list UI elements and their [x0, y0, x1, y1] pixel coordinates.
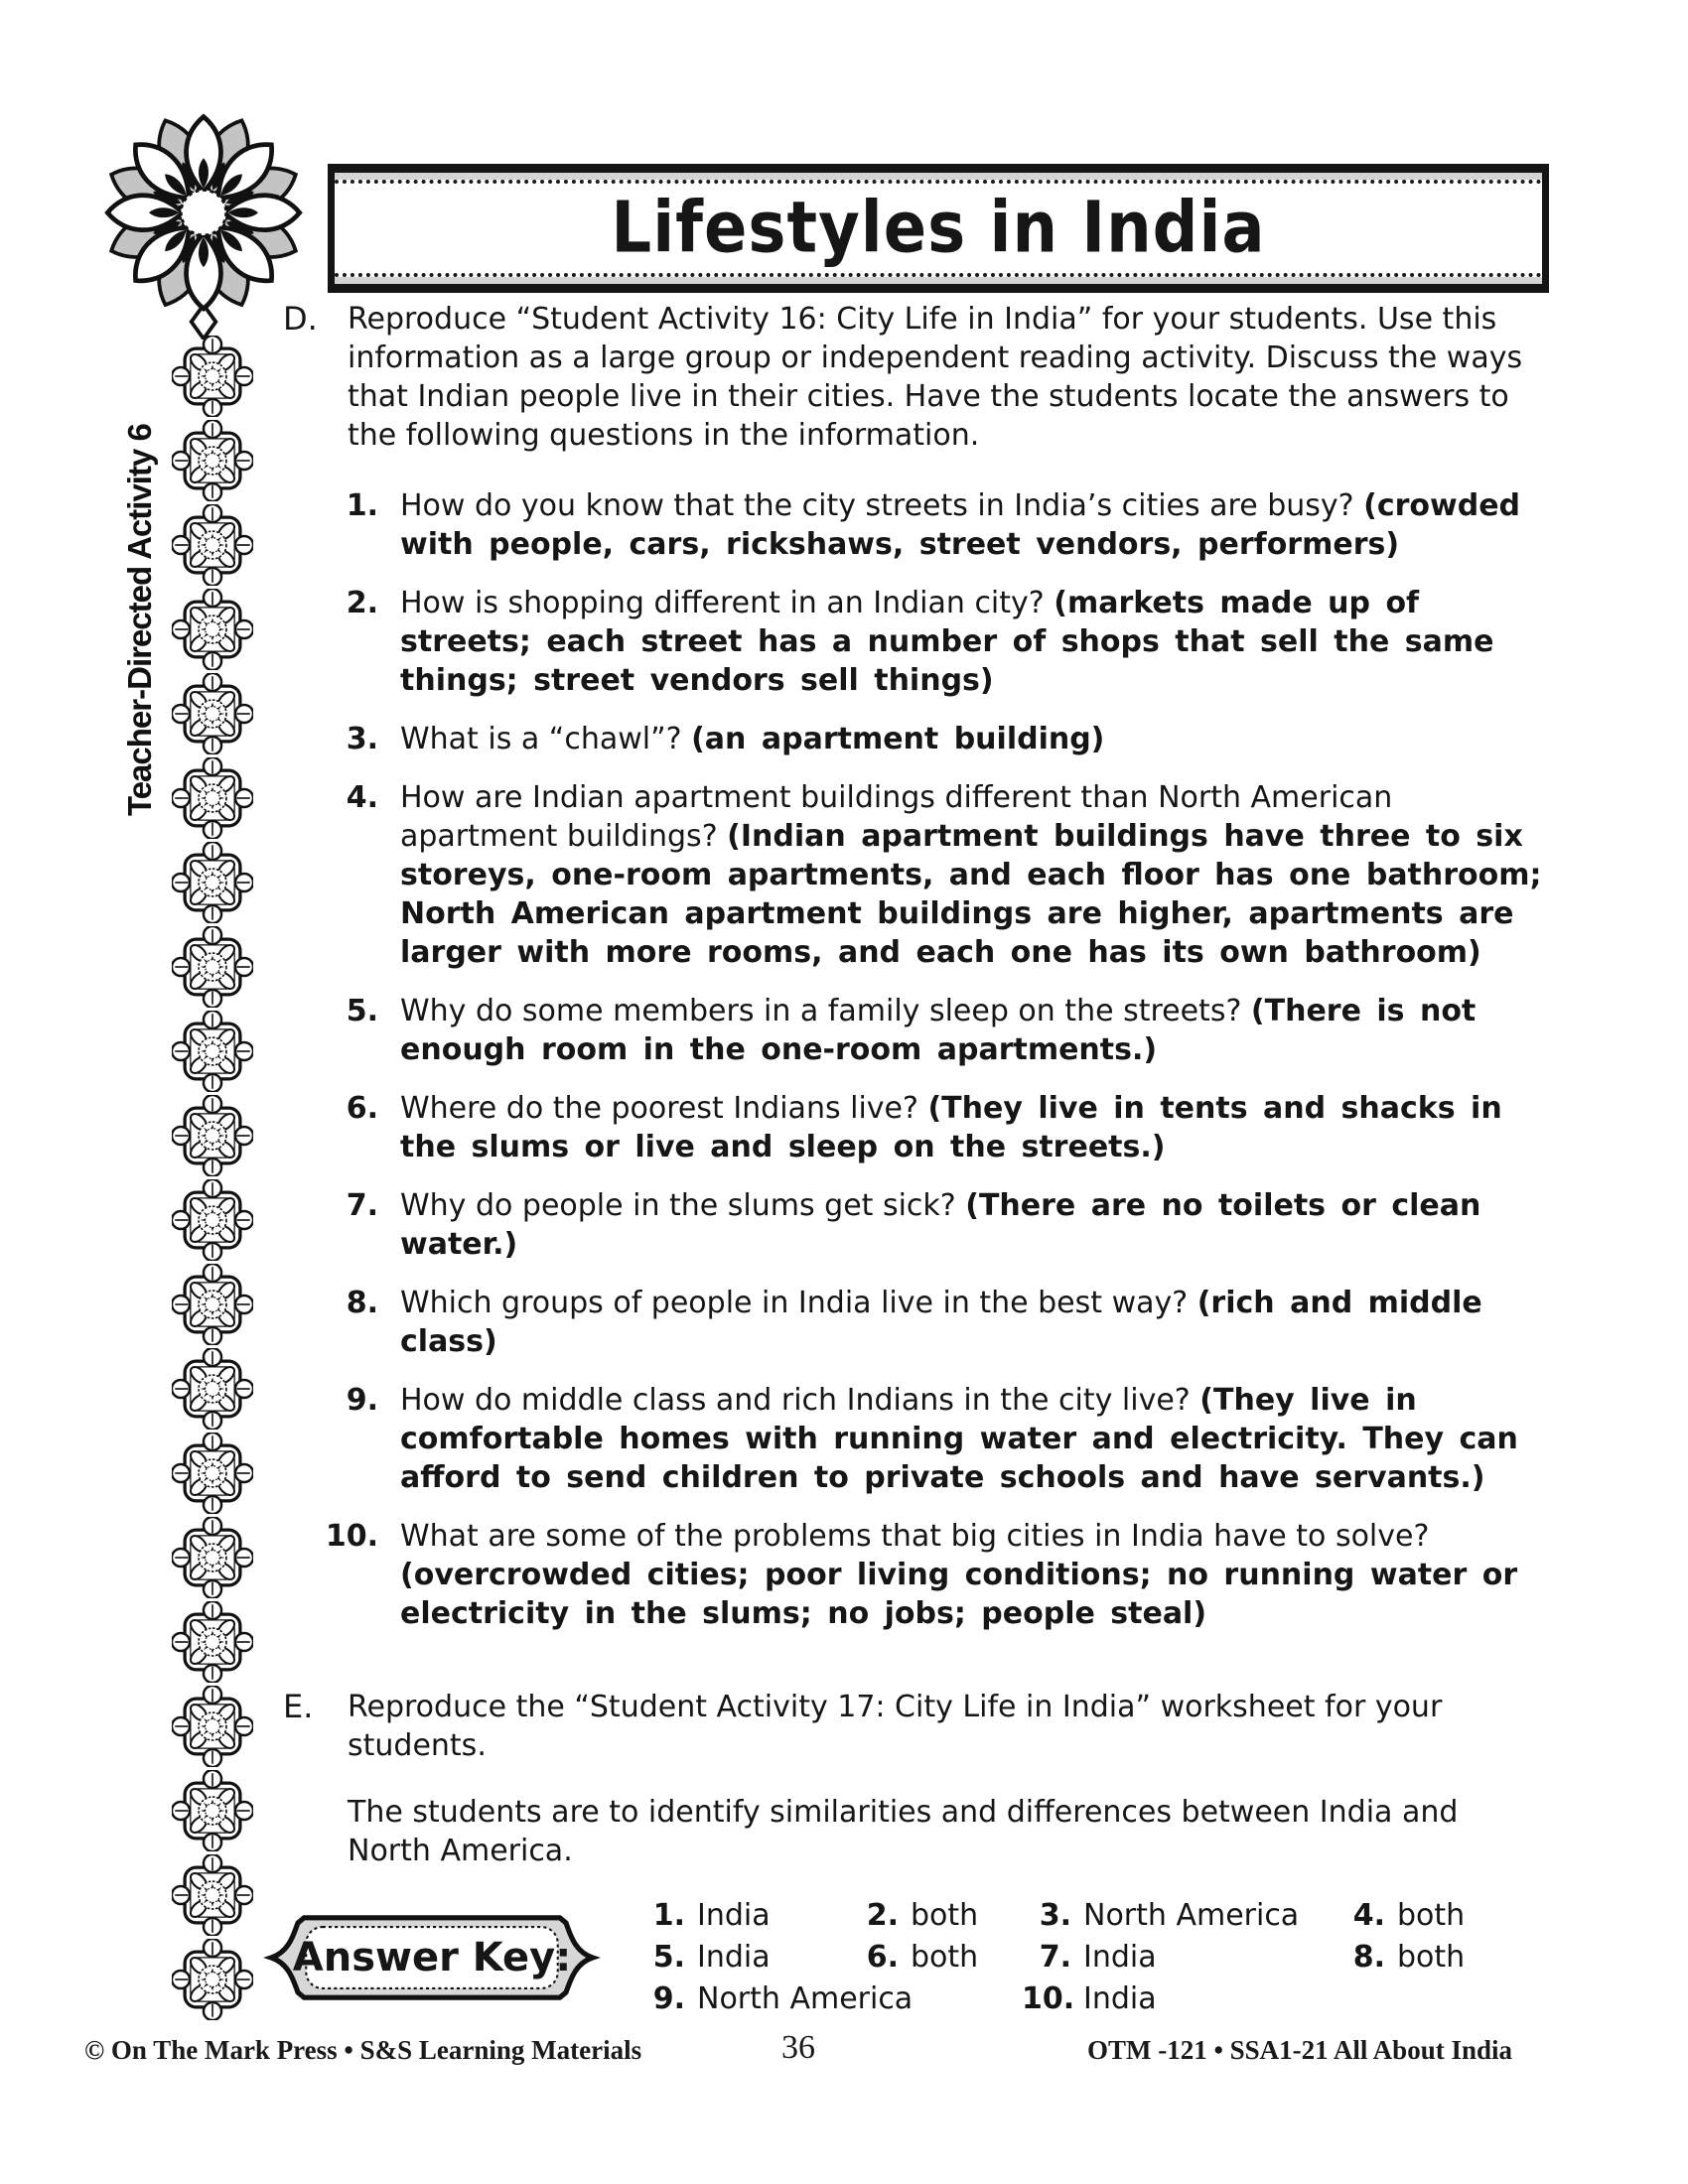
question-number: 8.	[346, 1286, 378, 1320]
question-number: 9.	[346, 1383, 378, 1418]
question-text: Where do the poorest Indians live? (They live in tents and shacks in the slums or live and sleep on the streets.)	[400, 1091, 1502, 1164]
answer-key-label: Answer Key:	[292, 1935, 572, 1980]
question-text: Why do people in the slums get sick? (There are no toilets or clean water.)	[400, 1188, 1481, 1262]
title-banner	[328, 164, 1549, 293]
medallion-icon	[172, 1517, 253, 1598]
question-text: What are some of the problems that big cities in India have to solve? (overcrowded cities; poor living conditions; no running water or electricity in the slums; no jobs; people steal)	[400, 1519, 1518, 1631]
question-text: Which groups of people in India live in the best way? (rich and middle class)	[400, 1286, 1482, 1359]
medallion-icon	[172, 589, 253, 670]
answer-key-number: 8.	[1352, 1940, 1385, 1975]
section-d-text: Reproduce “Student Activity 16: City Life in India” for your students. Use this information as a large group or independent reading activity. Discuss the ways that Indian people live in their cities. Have the students locate the answers to the following questions in the information.	[348, 302, 1523, 453]
answer-key-value: India	[697, 1898, 771, 1933]
answer-key-item	[635, 1981, 914, 2016]
medallion-icon	[172, 1264, 253, 1345]
section-d	[283, 300, 1549, 455]
question-text: How do middle class and rich Indians in the city live? (They live in comfortable homes with running water and electricity. They can afford to send children to private schools and have servants.)	[400, 1383, 1518, 1495]
answer-key-value: both	[911, 1898, 979, 1933]
question-text: What is a “chawl”? (an apartment building)	[400, 722, 1105, 756]
answer-text: (There is not enough room in the one-room apartments.)	[400, 994, 1477, 1067]
answer-key-value: both	[1397, 1940, 1466, 1975]
question-text: How are Indian apartment buildings different than North American apartment buildings? (Indian apartment buildings have three to six storeys, one-room apartments, and each floor has one bathroom; North American apartment buildings are higher, apartments are larger with more rooms, and each one has its own bathroom)	[400, 780, 1542, 970]
answer-key-item	[1022, 1940, 1336, 1975]
page-title: Lifestyles in India	[611, 187, 1266, 270]
question-item	[283, 720, 1549, 758]
answer-key-number: 3.	[1039, 1898, 1071, 1933]
question-number: 6.	[346, 1091, 378, 1126]
medallion-icon	[172, 926, 253, 1008]
answer-text: (They live in comfortable homes with running water and electricity. They can afford to send children to private schools and have servants.)	[400, 1383, 1518, 1495]
answer-key-item	[1336, 1940, 1465, 1975]
answer-text: (Indian apartment buildings have three to six storeys, one-room apartments, and each floor has one bathroom; North American apartment buildings are higher, apartments are larger with more rooms, and each one has its own bathroom)	[400, 819, 1542, 970]
answer-key-number: 2.	[866, 1898, 899, 1933]
question-item	[283, 778, 1549, 972]
medallion-icon	[172, 336, 253, 417]
question-number: 4.	[346, 780, 378, 815]
answer-key-item	[849, 1940, 1022, 1975]
question-number: 3.	[346, 722, 378, 756]
medallion-chain	[172, 336, 253, 2020]
answer-text: (There are no toilets or clean water.)	[400, 1188, 1481, 1262]
answer-key-number: 1.	[652, 1898, 685, 1933]
question-item	[283, 1089, 1549, 1166]
question-number: 2.	[346, 586, 378, 620]
medallion-icon	[172, 1095, 253, 1176]
answer-key-number: 4.	[1352, 1898, 1385, 1933]
answer-key-number: 9.	[652, 1981, 685, 2016]
section-label: E.	[283, 1688, 314, 1725]
answer-key-number: 6.	[866, 1940, 899, 1975]
main-content	[283, 300, 1549, 1653]
section-e	[283, 1688, 1549, 1765]
medallion-icon	[172, 1601, 253, 1683]
answer-key-item	[849, 1898, 1022, 1933]
answer-text: (markets made up of streets; each street has a number of shops that sell the same things; street vendors sell things)	[400, 586, 1494, 698]
questions-list	[283, 486, 1549, 1633]
section-e-paragraph: The students are to identify similarities and differences between India and North America.	[348, 1795, 1459, 1868]
title-banner-core	[335, 180, 1542, 277]
lotus-mandala-icon	[95, 93, 312, 340]
question-item	[283, 1284, 1549, 1361]
sidebar-activity-label: Teacher-Directed Activity 6	[121, 424, 158, 816]
answer-key-number: 5.	[652, 1940, 685, 1975]
question-number: 1.	[346, 488, 378, 523]
answer-key-item	[635, 1898, 849, 1933]
section-e-text: Reproduce the “Student Activity 17: City Life in India” worksheet for your students.	[348, 1690, 1443, 1763]
title-banner-gray-band	[335, 173, 1542, 284]
footer-copyright: © On The Mark Press • S&S Learning Materials	[84, 2035, 642, 2065]
answer-key-item	[1336, 1898, 1465, 1933]
answer-key-item	[1022, 1981, 1336, 2016]
medallion-icon	[172, 673, 253, 754]
question-text: Why do some members in a family sleep on the streets? (There is not enough room in the one-room apartments.)	[400, 994, 1477, 1067]
page-number: 36	[781, 2029, 815, 2066]
question-number: 10.	[325, 1519, 378, 1554]
medallion-icon	[172, 1433, 253, 1514]
answer-key-value: North America	[1083, 1898, 1300, 1933]
answer-key-item	[1022, 1898, 1336, 1933]
medallion-icon	[172, 757, 253, 839]
medallion-icon	[172, 1348, 253, 1430]
medallion-icon	[172, 1770, 253, 1851]
answer-key-section	[263, 1898, 1465, 2016]
answer-text: (overcrowded cities; poor living conditions; no running water or electricity in the slums; no jobs; people steal)	[400, 1558, 1518, 1631]
question-text: How is shopping different in an Indian city? (markets made up of streets; each street has a number of shops that sell the same things; street vendors sell things)	[400, 586, 1494, 698]
medallion-icon	[172, 420, 253, 501]
answer-key-value: India	[1083, 1981, 1157, 2016]
answer-text: (an apartment building)	[691, 722, 1105, 756]
answer-text: (rich and middle class)	[400, 1286, 1482, 1359]
answer-key-value: India	[1083, 1940, 1157, 1975]
answer-key-number: 10.	[1022, 1981, 1075, 2016]
medallion-icon	[172, 1011, 253, 1092]
question-item	[283, 1381, 1549, 1497]
answer-key-value: both	[911, 1940, 979, 1975]
question-item	[283, 992, 1549, 1069]
question-item	[283, 584, 1549, 700]
medallion-icon	[172, 1939, 253, 2020]
question-number: 7.	[346, 1188, 378, 1223]
answer-key-value: India	[697, 1940, 771, 1975]
question-item	[283, 486, 1549, 564]
answer-text: (They live in tents and shacks in the slums or live and sleep on the streets.)	[400, 1091, 1502, 1164]
answer-key-value: both	[1397, 1898, 1466, 1933]
answer-text: (crowded with people, cars, rickshaws, street vendors, performers)	[400, 488, 1521, 562]
question-number: 5.	[346, 994, 378, 1028]
answer-key-badge	[263, 1910, 601, 2005]
medallion-icon	[172, 1686, 253, 1767]
section-label: D.	[283, 300, 318, 338]
answer-key-item	[635, 1940, 849, 1975]
footer-product-code: OTM -121 • SSA1-21 All About India	[1086, 2035, 1512, 2065]
medallion-icon	[172, 1179, 253, 1261]
medallion-icon	[172, 504, 253, 586]
medallion-icon	[172, 1854, 253, 1936]
answer-key-number: 7.	[1039, 1940, 1071, 1975]
footer	[84, 2029, 1512, 2073]
answer-key-grid	[635, 1898, 1465, 2016]
answer-key-value: North America	[697, 1981, 914, 2016]
medallion-icon	[172, 842, 253, 923]
question-item	[283, 1186, 1549, 1264]
question-text: How do you know that the city streets in India’s cities are busy? (crowded with people, cars, rickshaws, street vendors, performers)	[400, 488, 1521, 562]
question-item	[283, 1517, 1549, 1633]
